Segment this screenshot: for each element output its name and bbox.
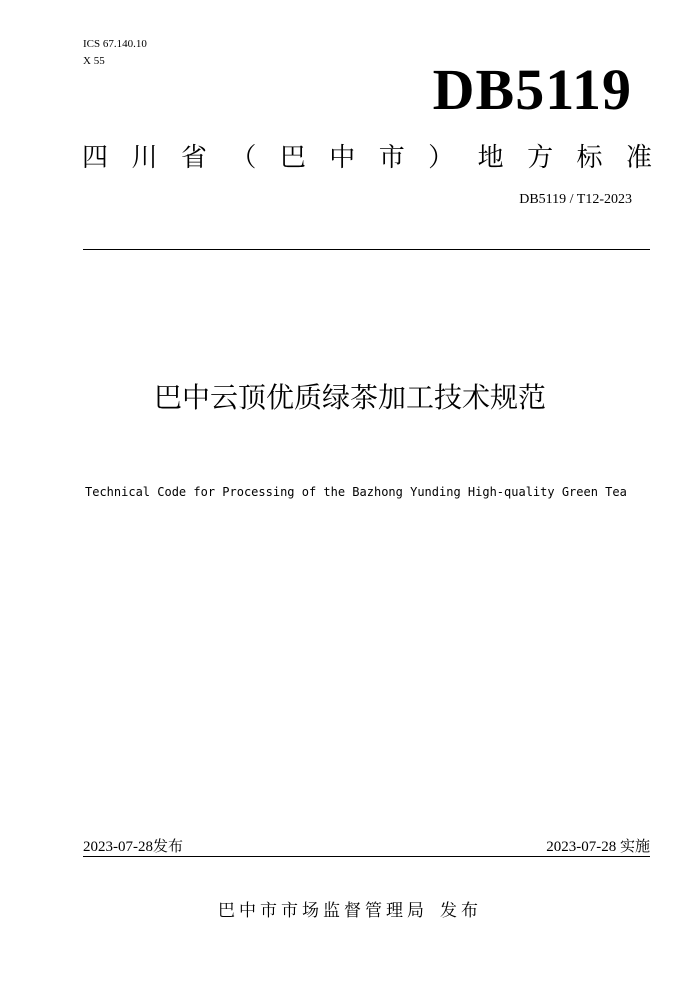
- issuing-authority: [0, 899, 700, 923]
- standard-type-char: 川: [131, 142, 158, 173]
- standard-type-char: 准: [625, 142, 652, 173]
- standard-type-char: 方: [527, 142, 554, 173]
- standard-type-char: 四: [82, 142, 109, 173]
- standard-type-char: 省: [180, 142, 207, 173]
- issue-label: 发布: [153, 837, 184, 855]
- issue-date-block: [83, 836, 183, 857]
- ics-code: ICS 67.140.10: [83, 38, 147, 50]
- implement-date-block: [546, 836, 650, 857]
- ccs-code: X 55: [83, 55, 105, 67]
- document-title-cn: 巴中云顶优质绿茶加工技术规范: [153, 381, 546, 414]
- implement-label: 实施: [619, 837, 650, 855]
- issuer-action: 发布: [440, 901, 482, 921]
- implement-date: 2023-07-28: [546, 839, 617, 855]
- standard-type-char: 巴: [279, 142, 306, 173]
- standard-type-char: 中: [329, 142, 356, 173]
- top-divider: [83, 249, 650, 250]
- standard-type-char: 地: [477, 142, 504, 173]
- standard-number: DB5119 / T12-2023: [519, 192, 632, 207]
- standard-type-char: （: [230, 142, 257, 173]
- issuer-name: 巴中市市场监督管理局: [218, 901, 428, 921]
- dates-row: [83, 836, 650, 856]
- standard-type-char: 市: [378, 142, 405, 173]
- document-title-en: Technical Code for Processing of the Bazhong Yunding High-quality Green Tea: [85, 485, 627, 499]
- standard-type-char: 标: [576, 142, 603, 173]
- standard-code: DB5119: [432, 57, 632, 122]
- classification-codes: [83, 36, 147, 70]
- standard-type-char: ）: [428, 142, 455, 173]
- bottom-divider: [83, 856, 650, 857]
- issue-date: 2023-07-28: [83, 839, 153, 855]
- standard-type-heading: [82, 136, 652, 174]
